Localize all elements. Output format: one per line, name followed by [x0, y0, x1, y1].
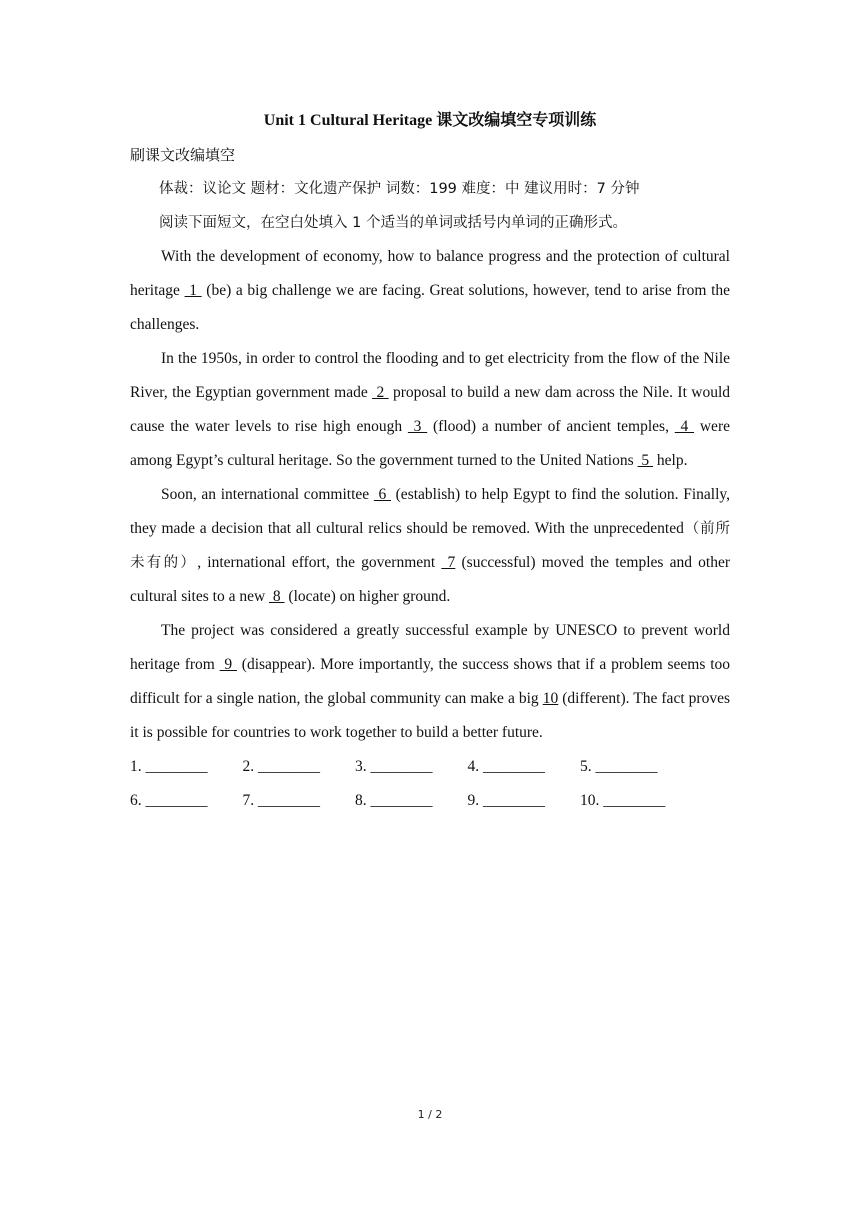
info-line: 体裁：议论文 题材：文化遗产保护 词数：199 难度：中 建议用时：7 分钟 [159, 181, 640, 197]
blank-3: 3 [407, 418, 428, 435]
page-number: 1 / 2 [417, 1108, 443, 1121]
answer-slot-9[interactable]: 9. ________ [467, 792, 545, 809]
section-heading: 刷课文改编填空 [130, 146, 236, 164]
blank-8: 8 [269, 588, 285, 605]
blank-5: 5 [637, 452, 654, 469]
blank-6: 6 [373, 486, 391, 503]
answer-row-2 [130, 784, 730, 818]
paragraph-1: With the development of economy, how to balance progress and the protection of cultural heritage 1 (be) a big challenge we are facing. Great solutions, however, tend to arise from the challenges. [130, 248, 731, 333]
chinese-gloss: （前所未有的） [130, 521, 731, 571]
instruction: 阅读下面短文，在空白处填入 1 个适当的单词或括号内单词的正确形式。 [159, 215, 627, 231]
paragraph-2: In the 1950s, in order to control the flooding and to get electricity from the flow of the Nile River, the Egyptian government made 2 proposal to build a new dam across the Nile. It would cause the water levels to rise high enough 3 (flood) a number of ancient temples, 4 were among Egypt’s cultural heritage. So the government turned to the United Nations 5 help. [130, 350, 731, 469]
blank-9: 9 [219, 656, 237, 673]
blank-2: 2 [372, 384, 389, 401]
paragraph-4: The project was considered a greatly successful example by UNESCO to prevent world heritage from 9 (disappear). More importantly, the success shows that if a problem seems too difficult for a single nation, the global community can make a big 10 (different). The fact proves it is possible for countries to work together to build a better future. [130, 622, 730, 741]
blank-10: 10 [542, 690, 559, 707]
blank-4: 4 [674, 418, 695, 435]
document-page [130, 104, 730, 818]
answer-slot-2[interactable]: 2. ________ [242, 758, 320, 775]
answer-slot-3[interactable]: 3. ________ [355, 758, 433, 775]
answer-slot-1[interactable]: 1. ________ [130, 758, 208, 775]
answer-slot-7[interactable]: 7. ________ [242, 792, 320, 809]
answer-slot-10[interactable]: 10. ________ [580, 792, 666, 809]
answer-row-1 [130, 750, 730, 784]
blank-1: 1 [184, 282, 202, 299]
answer-slot-8[interactable]: 8. ________ [355, 792, 433, 809]
answer-slot-4[interactable]: 4. ________ [467, 758, 545, 775]
answer-slot-6[interactable]: 6. ________ [130, 792, 208, 809]
blank-7: 7 [441, 554, 456, 571]
answer-slot-5[interactable]: 5. ________ [580, 758, 658, 775]
paragraph-3: Soon, an international committee 6 (establish) to help Egypt to find the solution. Finally, they made a decision that all cultural relics should be removed. With the unprecedented（前所未有的）, international effort, the government 7 (successful) moved the temples and other cultural sites to a new 8 (locate) on higher ground. [130, 486, 731, 605]
page-title: Unit 1 Cultural Heritage 课文改编填空专项训练 [263, 112, 597, 129]
